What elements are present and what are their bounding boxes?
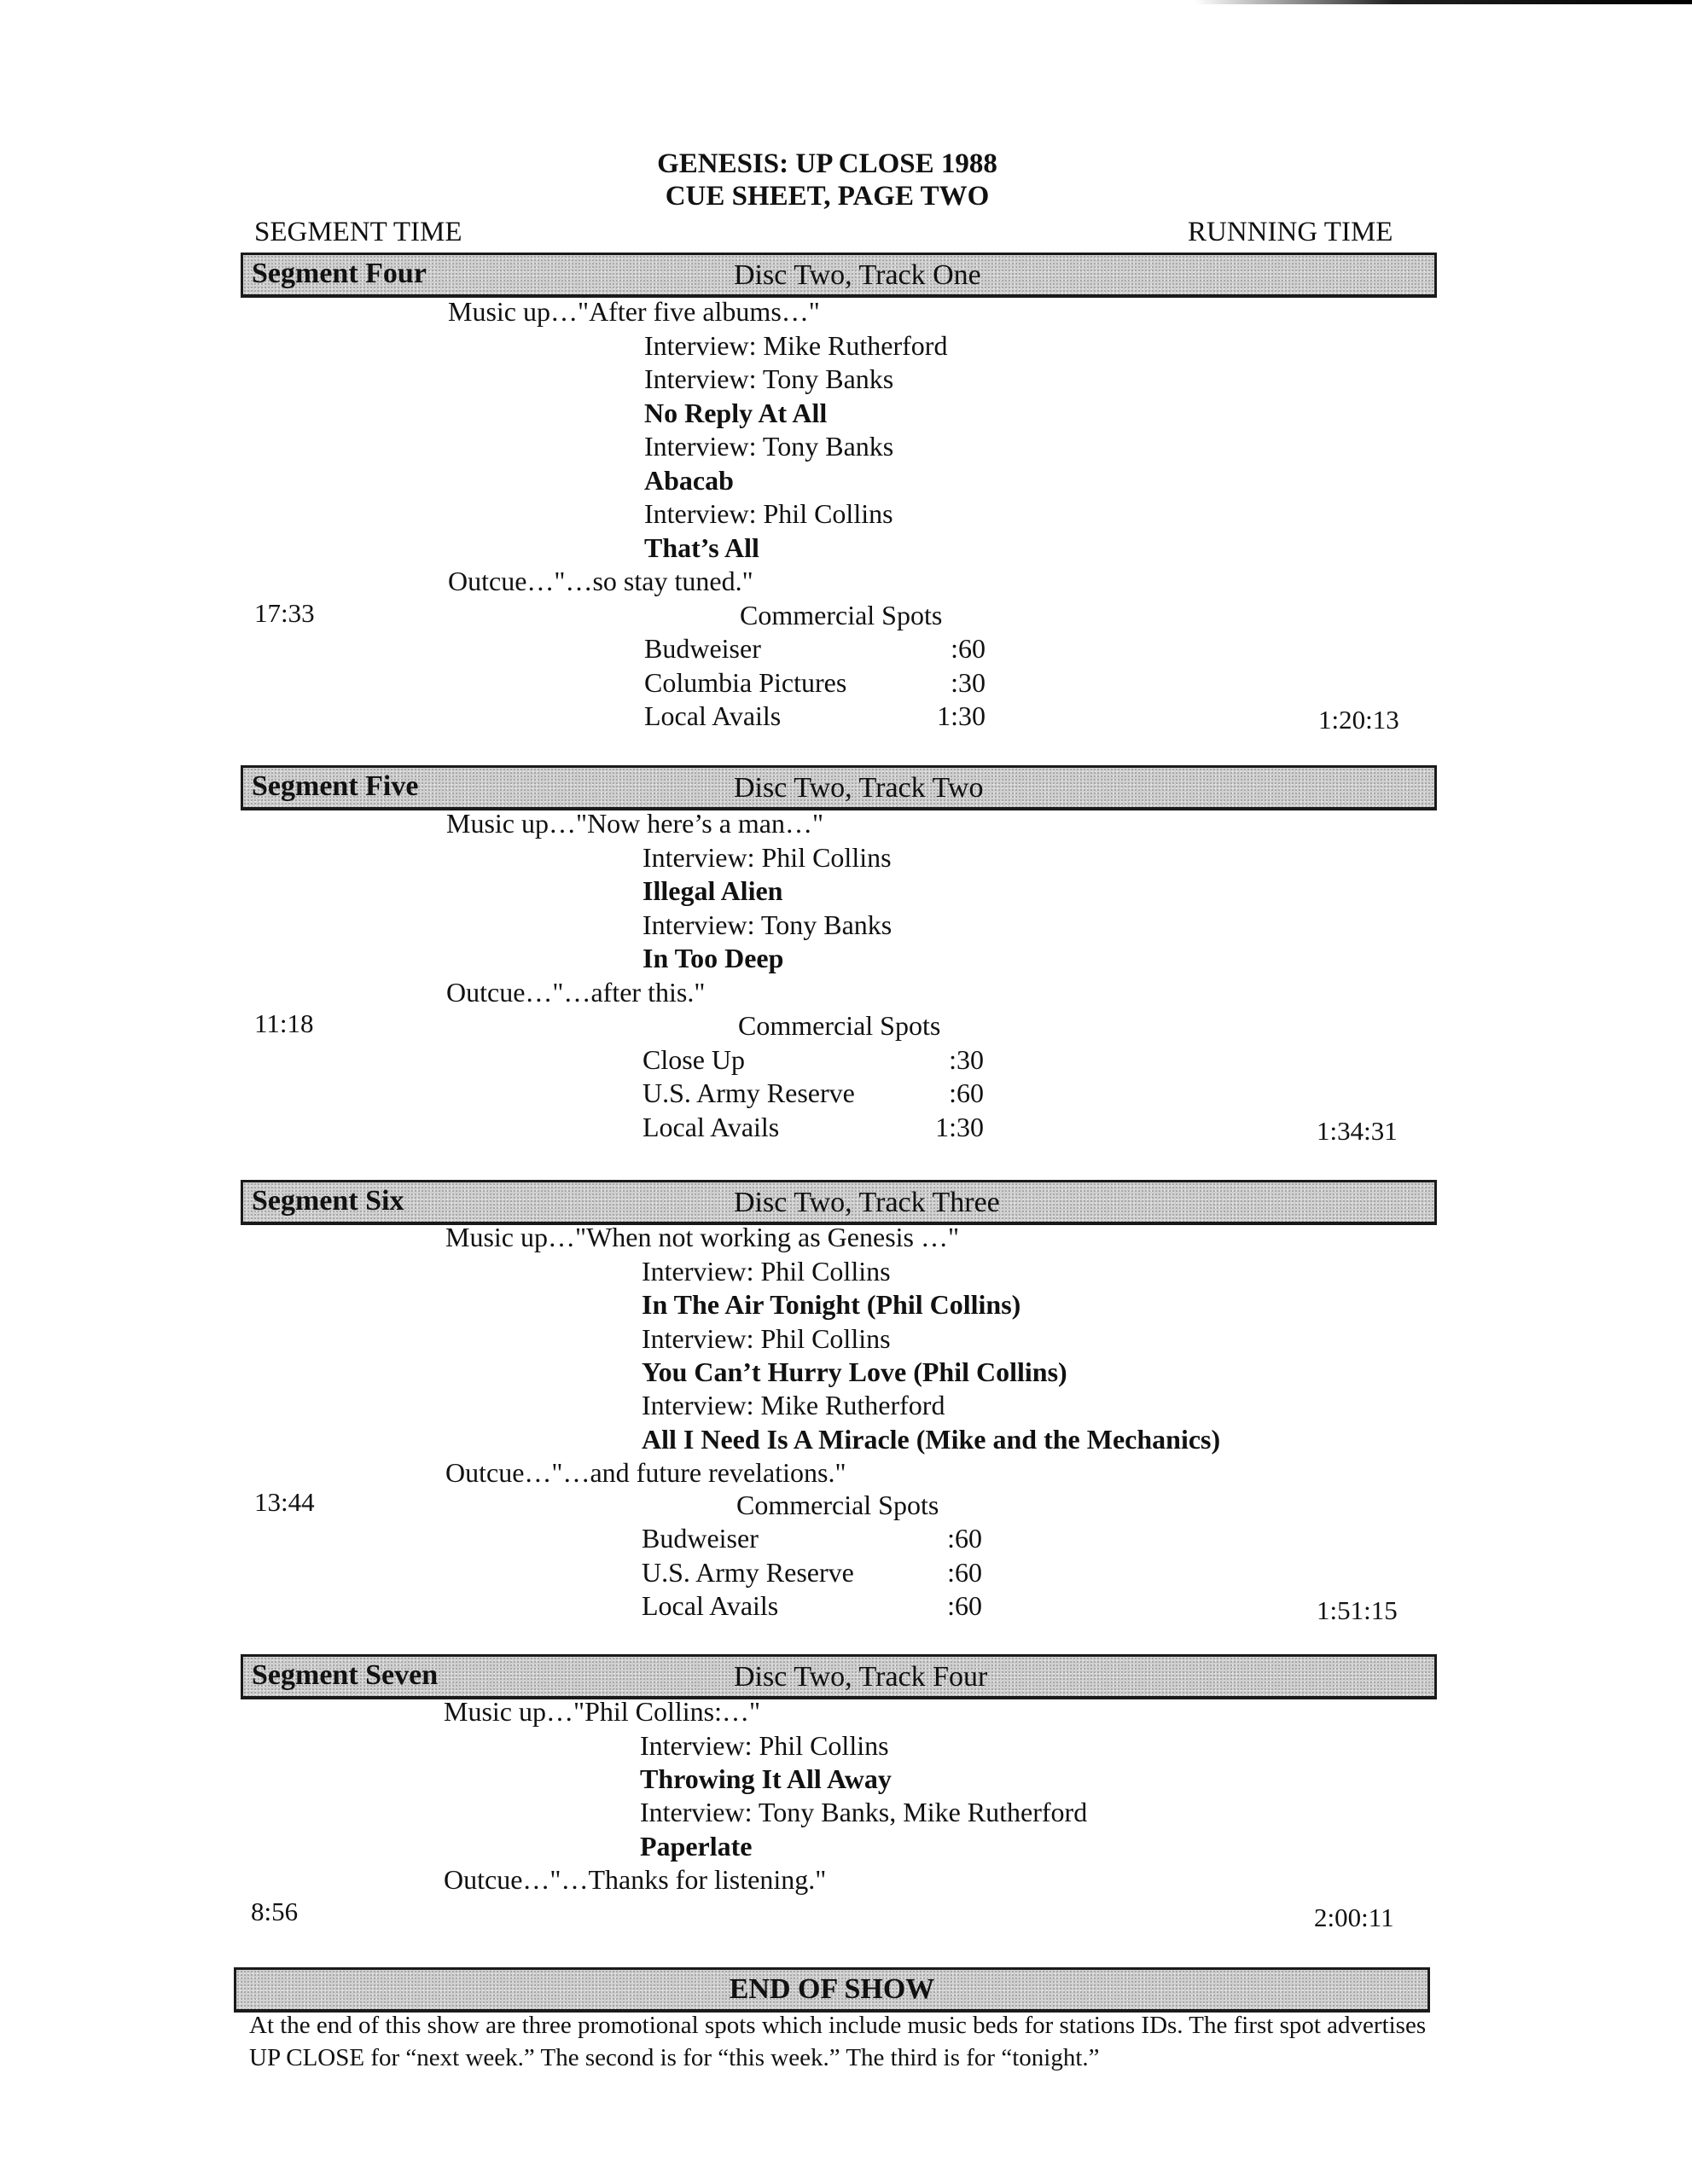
segment-time: 13:44: [254, 1487, 315, 1517]
segment-header-bar: [241, 253, 1437, 298]
outcue: Outcue…"…Thanks for listening.": [444, 1864, 827, 1895]
disc-track: Disc Two, Track Two: [734, 772, 984, 804]
spot-length: :30: [949, 1044, 984, 1075]
spot-length: 1:30: [937, 700, 986, 731]
commercial-spots-header: Commercial Spots: [740, 600, 943, 630]
spot-name: Budweiser: [642, 1523, 759, 1554]
spot-length: :30: [951, 667, 986, 698]
end-of-show-note: At the end of this show are three promotional spots which include music beds for stations IDs. The first spot advertises UP CLOSE for “next week.” The second is for “this week.” The third is for “tonight.”: [249, 2012, 1427, 2071]
outcue: Outcue…"…after this.": [446, 977, 706, 1008]
segment-name: Segment Six: [252, 1185, 404, 1217]
music-up-cue: Music up…"Phil Collins:…": [444, 1696, 761, 1727]
cue-item: Interview: Phil Collins: [644, 498, 893, 529]
segment-header-bar: [241, 1180, 1437, 1225]
segment-name: Segment Five: [252, 770, 419, 802]
spot-name: Local Avails: [644, 700, 782, 731]
segment-time: 11:18: [254, 1008, 314, 1038]
running-time: 1:20:13: [1318, 705, 1399, 735]
disc-track: Disc Two, Track One: [734, 259, 981, 291]
running-time: 1:34:31: [1317, 1116, 1398, 1146]
segment-time: 8:56: [251, 1896, 299, 1926]
spot-length: :60: [947, 1523, 982, 1554]
running-time: 1:51:15: [1317, 1595, 1398, 1625]
outcue: Outcue…"…and future revelations.": [445, 1457, 846, 1488]
cue-item: Interview: Tony Banks, Mike Rutherford: [640, 1797, 1088, 1827]
cue-item: Interview: Phil Collins: [642, 1256, 891, 1287]
spot-name: Local Avails: [642, 1590, 779, 1621]
cue-item: Interview: Mike Rutherford: [644, 330, 948, 361]
running-time: 2:00:11: [1314, 1902, 1394, 1932]
outcue: Outcue…"…so stay tuned.": [448, 566, 753, 596]
song-title: Abacab: [644, 465, 734, 496]
spot-length: :60: [947, 1590, 982, 1621]
disc-track: Disc Two, Track Four: [734, 1661, 988, 1693]
spot-name: Columbia Pictures: [644, 667, 847, 698]
spot-length: :60: [947, 1557, 982, 1588]
running-time-header: RUNNING TIME: [1188, 217, 1393, 247]
cue-item: Interview: Tony Banks: [644, 363, 894, 394]
music-up-cue: Music up…"Now here’s a man…": [446, 808, 824, 839]
song-title: Paperlate: [640, 1831, 753, 1862]
segment-time-header: SEGMENT TIME: [254, 217, 462, 247]
cue-item: Interview: Phil Collins: [640, 1730, 889, 1761]
cue-item: Interview: Mike Rutherford: [642, 1390, 945, 1420]
end-of-show-bar: [234, 1967, 1430, 2013]
music-up-cue: Music up…"After five albums…": [448, 296, 820, 327]
spot-name: Close Up: [642, 1044, 745, 1075]
song-title: Throwing It All Away: [640, 1763, 892, 1794]
spot-length: 1:30: [935, 1112, 984, 1142]
segment-name: Segment Seven: [252, 1659, 439, 1691]
spot-name: U.S. Army Reserve: [642, 1077, 855, 1108]
segment-header-bar: [241, 765, 1437, 810]
disc-track: Disc Two, Track Three: [734, 1187, 1000, 1218]
segment-header-bar: [241, 1654, 1437, 1699]
music-up-cue: Music up…"When not working as Genesis …": [445, 1222, 960, 1252]
cue-item: Interview: Phil Collins: [642, 1323, 891, 1354]
cue-item: Interview: Phil Collins: [642, 842, 892, 873]
song-title: In The Air Tonight (Phil Collins): [642, 1289, 1021, 1320]
song-title: All I Need Is A Miracle (Mike and the Mechanics): [642, 1424, 1221, 1455]
song-title: No Reply At All: [644, 398, 828, 428]
spot-name: U.S. Army Reserve: [642, 1557, 854, 1588]
song-title: Illegal Alien: [642, 875, 783, 906]
segment-name: Segment Four: [252, 258, 427, 289]
spot-length: :60: [951, 633, 986, 664]
song-title: You Can’t Hurry Love (Phil Collins): [642, 1356, 1067, 1387]
cue-item: Interview: Tony Banks: [644, 431, 894, 462]
spot-length: :60: [949, 1077, 984, 1108]
document-title: GENESIS: UP CLOSE 1988: [657, 148, 997, 179]
end-of-show-label: END OF SHOW: [729, 1973, 935, 2005]
spot-name: Local Avails: [642, 1112, 780, 1142]
commercial-spots-header: Commercial Spots: [738, 1010, 941, 1041]
commercial-spots-header: Commercial Spots: [736, 1490, 939, 1520]
scan-edge: [1195, 0, 1692, 4]
document-subtitle: CUE SHEET, PAGE TWO: [665, 181, 990, 212]
segment-time: 17:33: [254, 598, 315, 628]
spot-name: Budweiser: [644, 633, 761, 664]
cue-item: Interview: Tony Banks: [642, 909, 893, 940]
song-title: That’s All: [644, 532, 759, 563]
song-title: In Too Deep: [642, 943, 784, 973]
